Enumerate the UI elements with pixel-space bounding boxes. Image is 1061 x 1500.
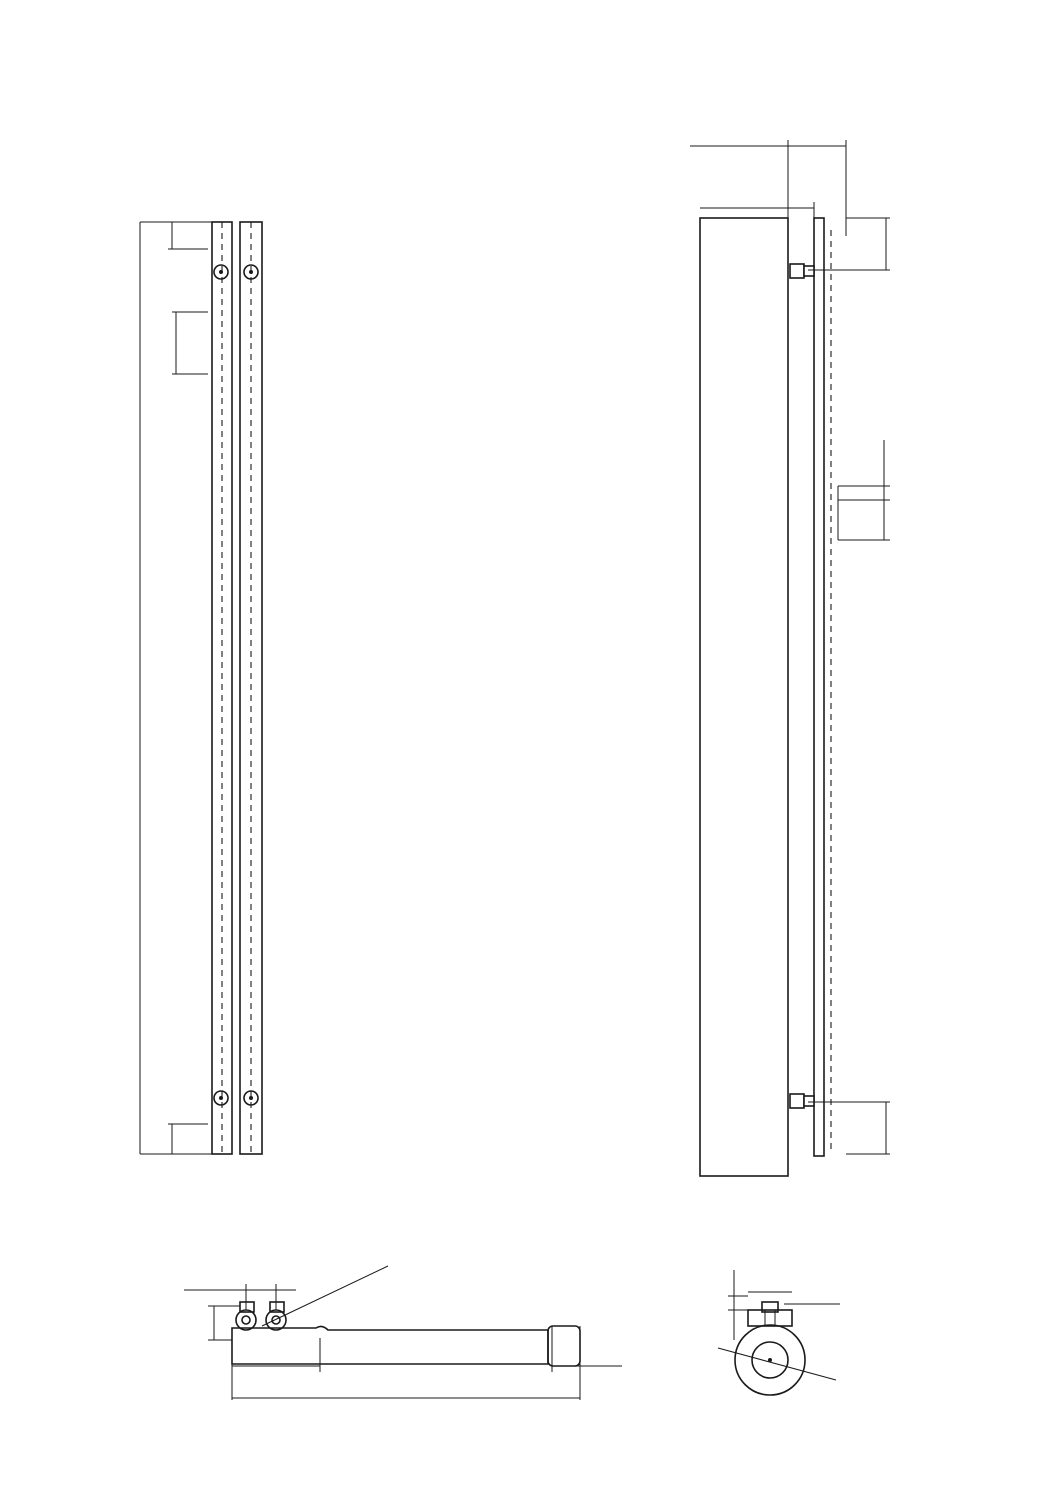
front-view (134, 222, 262, 1154)
bracket-detail (718, 1270, 840, 1395)
radiator-column (814, 218, 824, 1156)
plan-body (232, 1326, 548, 1364)
valve-fittings (236, 1302, 286, 1330)
plan-end-cap (548, 1326, 580, 1366)
bottom-bracket (790, 1094, 804, 1108)
brick-wall (700, 218, 788, 1176)
side-view (690, 140, 890, 1176)
plan-view (184, 1266, 622, 1400)
top-bracket (790, 264, 804, 278)
